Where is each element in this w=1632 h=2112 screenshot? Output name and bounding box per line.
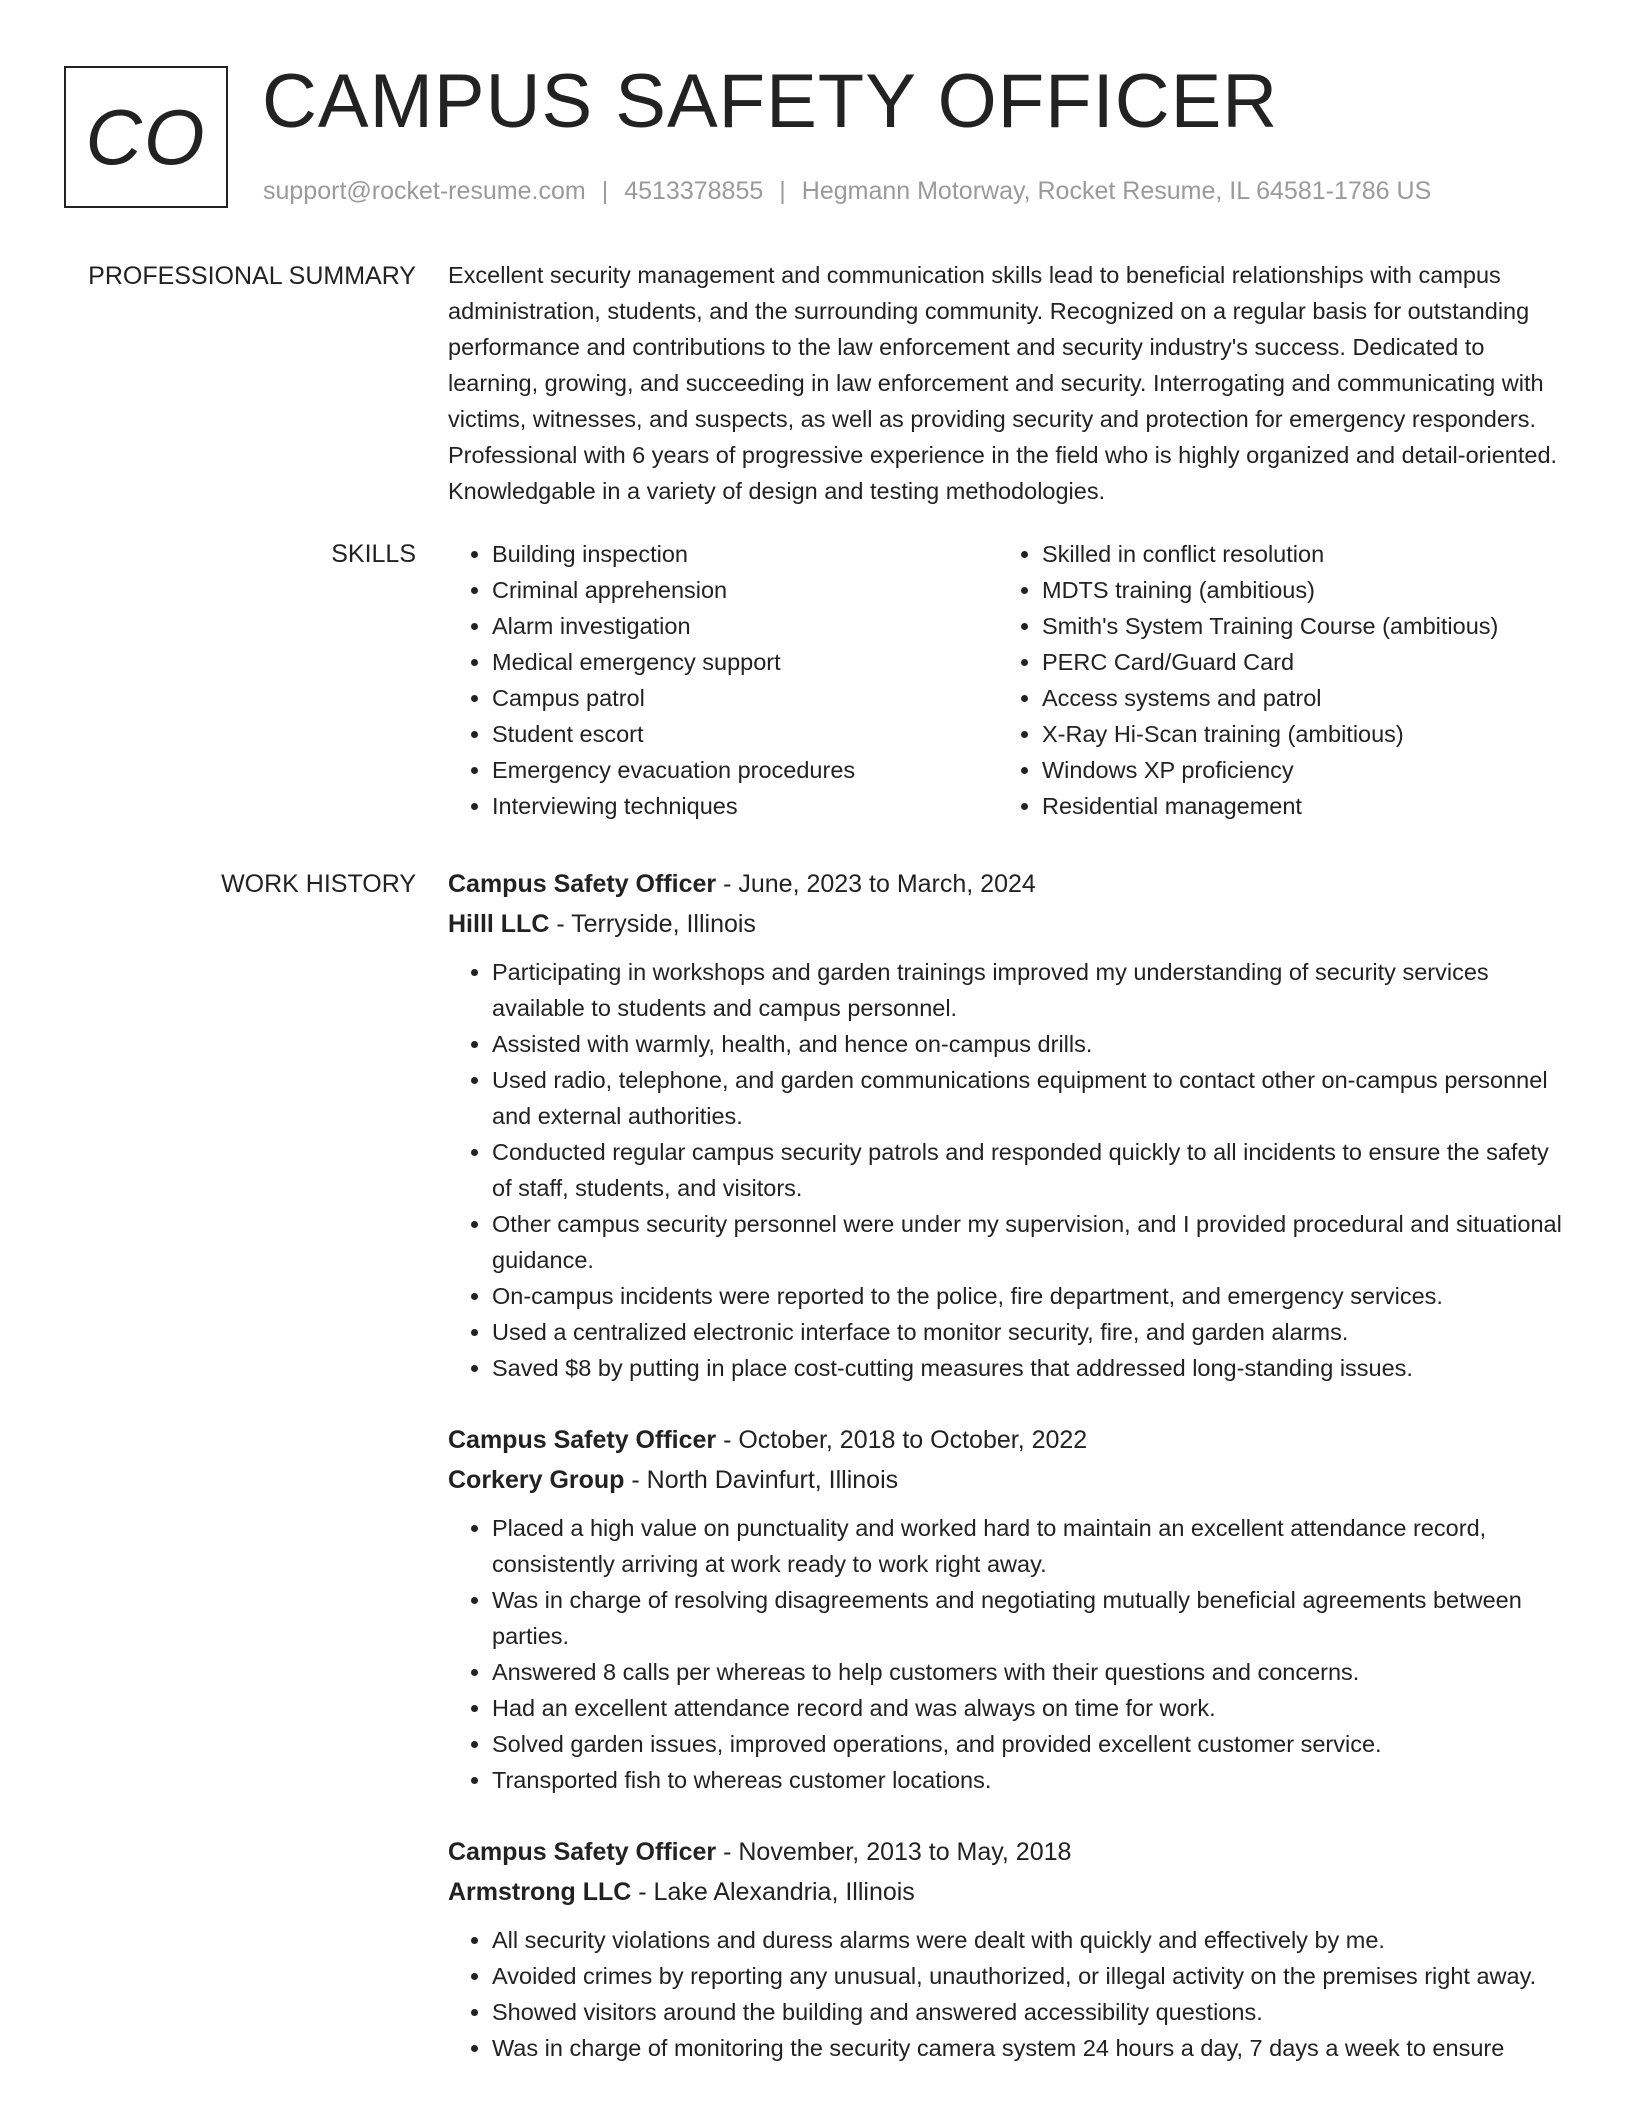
skill-item: • Interviewing techniques (492, 788, 998, 824)
contact-email: support@rocket-resume.com (263, 177, 586, 205)
skill-item: • Alarm investigation (492, 608, 998, 644)
skill-item: • Smith's System Training Course (ambitious) (1042, 608, 1548, 644)
job-dates: - June, 2023 to March, 2024 (716, 870, 1036, 898)
skill-item: • Student escort (492, 716, 998, 752)
contact-address: Hegmann Motorway, Rocket Resume, IL 64581-1786 US (801, 177, 1432, 205)
skills-section (448, 536, 1568, 824)
contact-separator: | (779, 177, 786, 205)
skills-column-right (998, 536, 1548, 824)
job-company-line (448, 1460, 1568, 1500)
skill-item: • Campus patrol (492, 680, 998, 716)
work-history-section (448, 864, 1568, 2100)
skill-item: • PERC Card/Guard Card (1042, 644, 1548, 680)
job-duty-item: • Was in charge of resolving disagreements and negotiating mutually beneficial agreements between parties. (492, 1582, 1568, 1654)
job-company: Armstrong LLC (448, 1878, 632, 1906)
job-title: Campus Safety Officer (448, 870, 717, 898)
contact-line (263, 175, 1431, 207)
job-duties-list (448, 954, 1568, 1386)
job-duty-item: • Was in charge of monitoring the security camera system 24 hours a day, 7 days a week to ensure (492, 2030, 1568, 2066)
job-duty-item: • Used radio, telephone, and garden communications equipment to contact other on-campus personnel and external authorities. (492, 1062, 1568, 1134)
skill-item: • MDTS training (ambitious) (1042, 572, 1548, 608)
section-label-skills: SKILLS (331, 540, 416, 568)
skill-item: • Access systems and patrol (1042, 680, 1548, 716)
monogram-box (64, 66, 228, 208)
skill-item: • Medical emergency support (492, 644, 998, 680)
job-duty-item: • Placed a high value on punctuality and worked hard to maintain an excellent attendance record, consistently arriving at work ready to work right away. (492, 1510, 1568, 1582)
section-label-work-history: WORK HISTORY (221, 870, 416, 898)
job-duty-item: • On-campus incidents were reported to the police, fire department, and emergency services. (492, 1278, 1568, 1314)
job-duty-item: • Assisted with warmly, health, and hence on-campus drills. (492, 1026, 1568, 1062)
job-duty-item: • Showed visitors around the building and answered accessibility questions. (492, 1994, 1568, 2030)
summary-text: Excellent security management and communication skills lead to beneficial relationships with campus administration, students, and the surrounding community. Recognized on a regular basis for outstanding performance and contributions to the law enforcement and security industry's success. Dedicated to learning, growing, and succeeding in law enforcement and security. Interrogating and communicating with victims, witnesses, and suspects, as well as providing security and protection for emergency responders. Professional with 6 years of progressive experience in the field who is highly organized and detail-oriented. Knowledgable in a variety of design and testing methodologies. (448, 262, 1558, 504)
skill-item: • Windows XP proficiency (1042, 752, 1548, 788)
skill-item: • Skilled in conflict resolution (1042, 536, 1548, 572)
job-company: Hilll LLC (448, 910, 550, 938)
job-duty-item: • Transported fish to whereas customer locations. (492, 1762, 1568, 1798)
job-title: Campus Safety Officer (448, 1838, 717, 1866)
job-title-line (448, 1420, 1568, 1460)
section-label-summary: PROFESSIONAL SUMMARY (88, 262, 416, 290)
job-location: - North Davinfurt, Illinois (624, 1466, 899, 1494)
job-title: Campus Safety Officer (448, 1426, 717, 1454)
job-duty-item: • Participating in workshops and garden trainings improved my understanding of security services available to students and campus personnel. (492, 954, 1568, 1026)
job-duty-item: • Saved $8 by putting in place cost-cutting measures that addressed long-standing issues. (492, 1350, 1568, 1386)
job-title-line (448, 864, 1568, 904)
job-duty-item: • All security violations and duress alarms were dealt with quickly and effectively by me. (492, 1922, 1568, 1958)
job-duty-item: • Used a centralized electronic interface to monitor security, fire, and garden alarms. (492, 1314, 1568, 1350)
job-duty-item: • Answered 8 calls per whereas to help customers with their questions and concerns. (492, 1654, 1568, 1690)
monogram-initials: CO (85, 92, 207, 181)
skill-item: • Emergency evacuation procedures (492, 752, 998, 788)
job-duty-item: • Conducted regular campus security patrols and responded quickly to all incidents to ensure the safety of staff, students, and visitors. (492, 1134, 1568, 1206)
skills-columns (448, 536, 1568, 824)
job-location: - Terryside, Illinois (549, 910, 756, 938)
skill-item: • Criminal apprehension (492, 572, 998, 608)
job-duty-item: • Other campus security personnel were under my supervision, and I provided procedural and situational guidance. (492, 1206, 1568, 1278)
job-company-line (448, 1872, 1568, 1912)
resume-title: CAMPUS SAFETY OFFICER (262, 59, 1279, 144)
job-duty-item: • Avoided crimes by reporting any unusual, unauthorized, or illegal activity on the premises right away. (492, 1958, 1568, 1994)
job-location: - Lake Alexandria, Illinois (631, 1878, 915, 1906)
job-title-line (448, 1832, 1568, 1872)
job-company-line (448, 904, 1568, 944)
contact-phone: 4513378855 (624, 177, 764, 205)
skills-list-left (448, 536, 998, 824)
job-entry (448, 1420, 1568, 1798)
contact-separator: | (601, 177, 609, 205)
job-company: Corkery Group (448, 1466, 625, 1494)
skill-item: • X-Ray Hi-Scan training (ambitious) (1042, 716, 1548, 752)
job-duties-list (448, 1510, 1568, 1798)
job-dates: - November, 2013 to May, 2018 (716, 1838, 1072, 1866)
skill-item: • Residential management (1042, 788, 1548, 824)
job-entry (448, 1832, 1568, 2066)
skills-column-left (448, 536, 998, 824)
skill-item: • Building inspection (492, 536, 998, 572)
summary-section (448, 257, 1568, 509)
job-entry (448, 864, 1568, 1386)
job-duty-item: • Solved garden issues, improved operations, and provided excellent customer service. (492, 1726, 1568, 1762)
job-duty-item: • Had an excellent attendance record and was always on time for work. (492, 1690, 1568, 1726)
skills-list-right (998, 536, 1548, 824)
job-duties-list (448, 1922, 1568, 2066)
job-dates: - October, 2018 to October, 2022 (716, 1426, 1088, 1454)
